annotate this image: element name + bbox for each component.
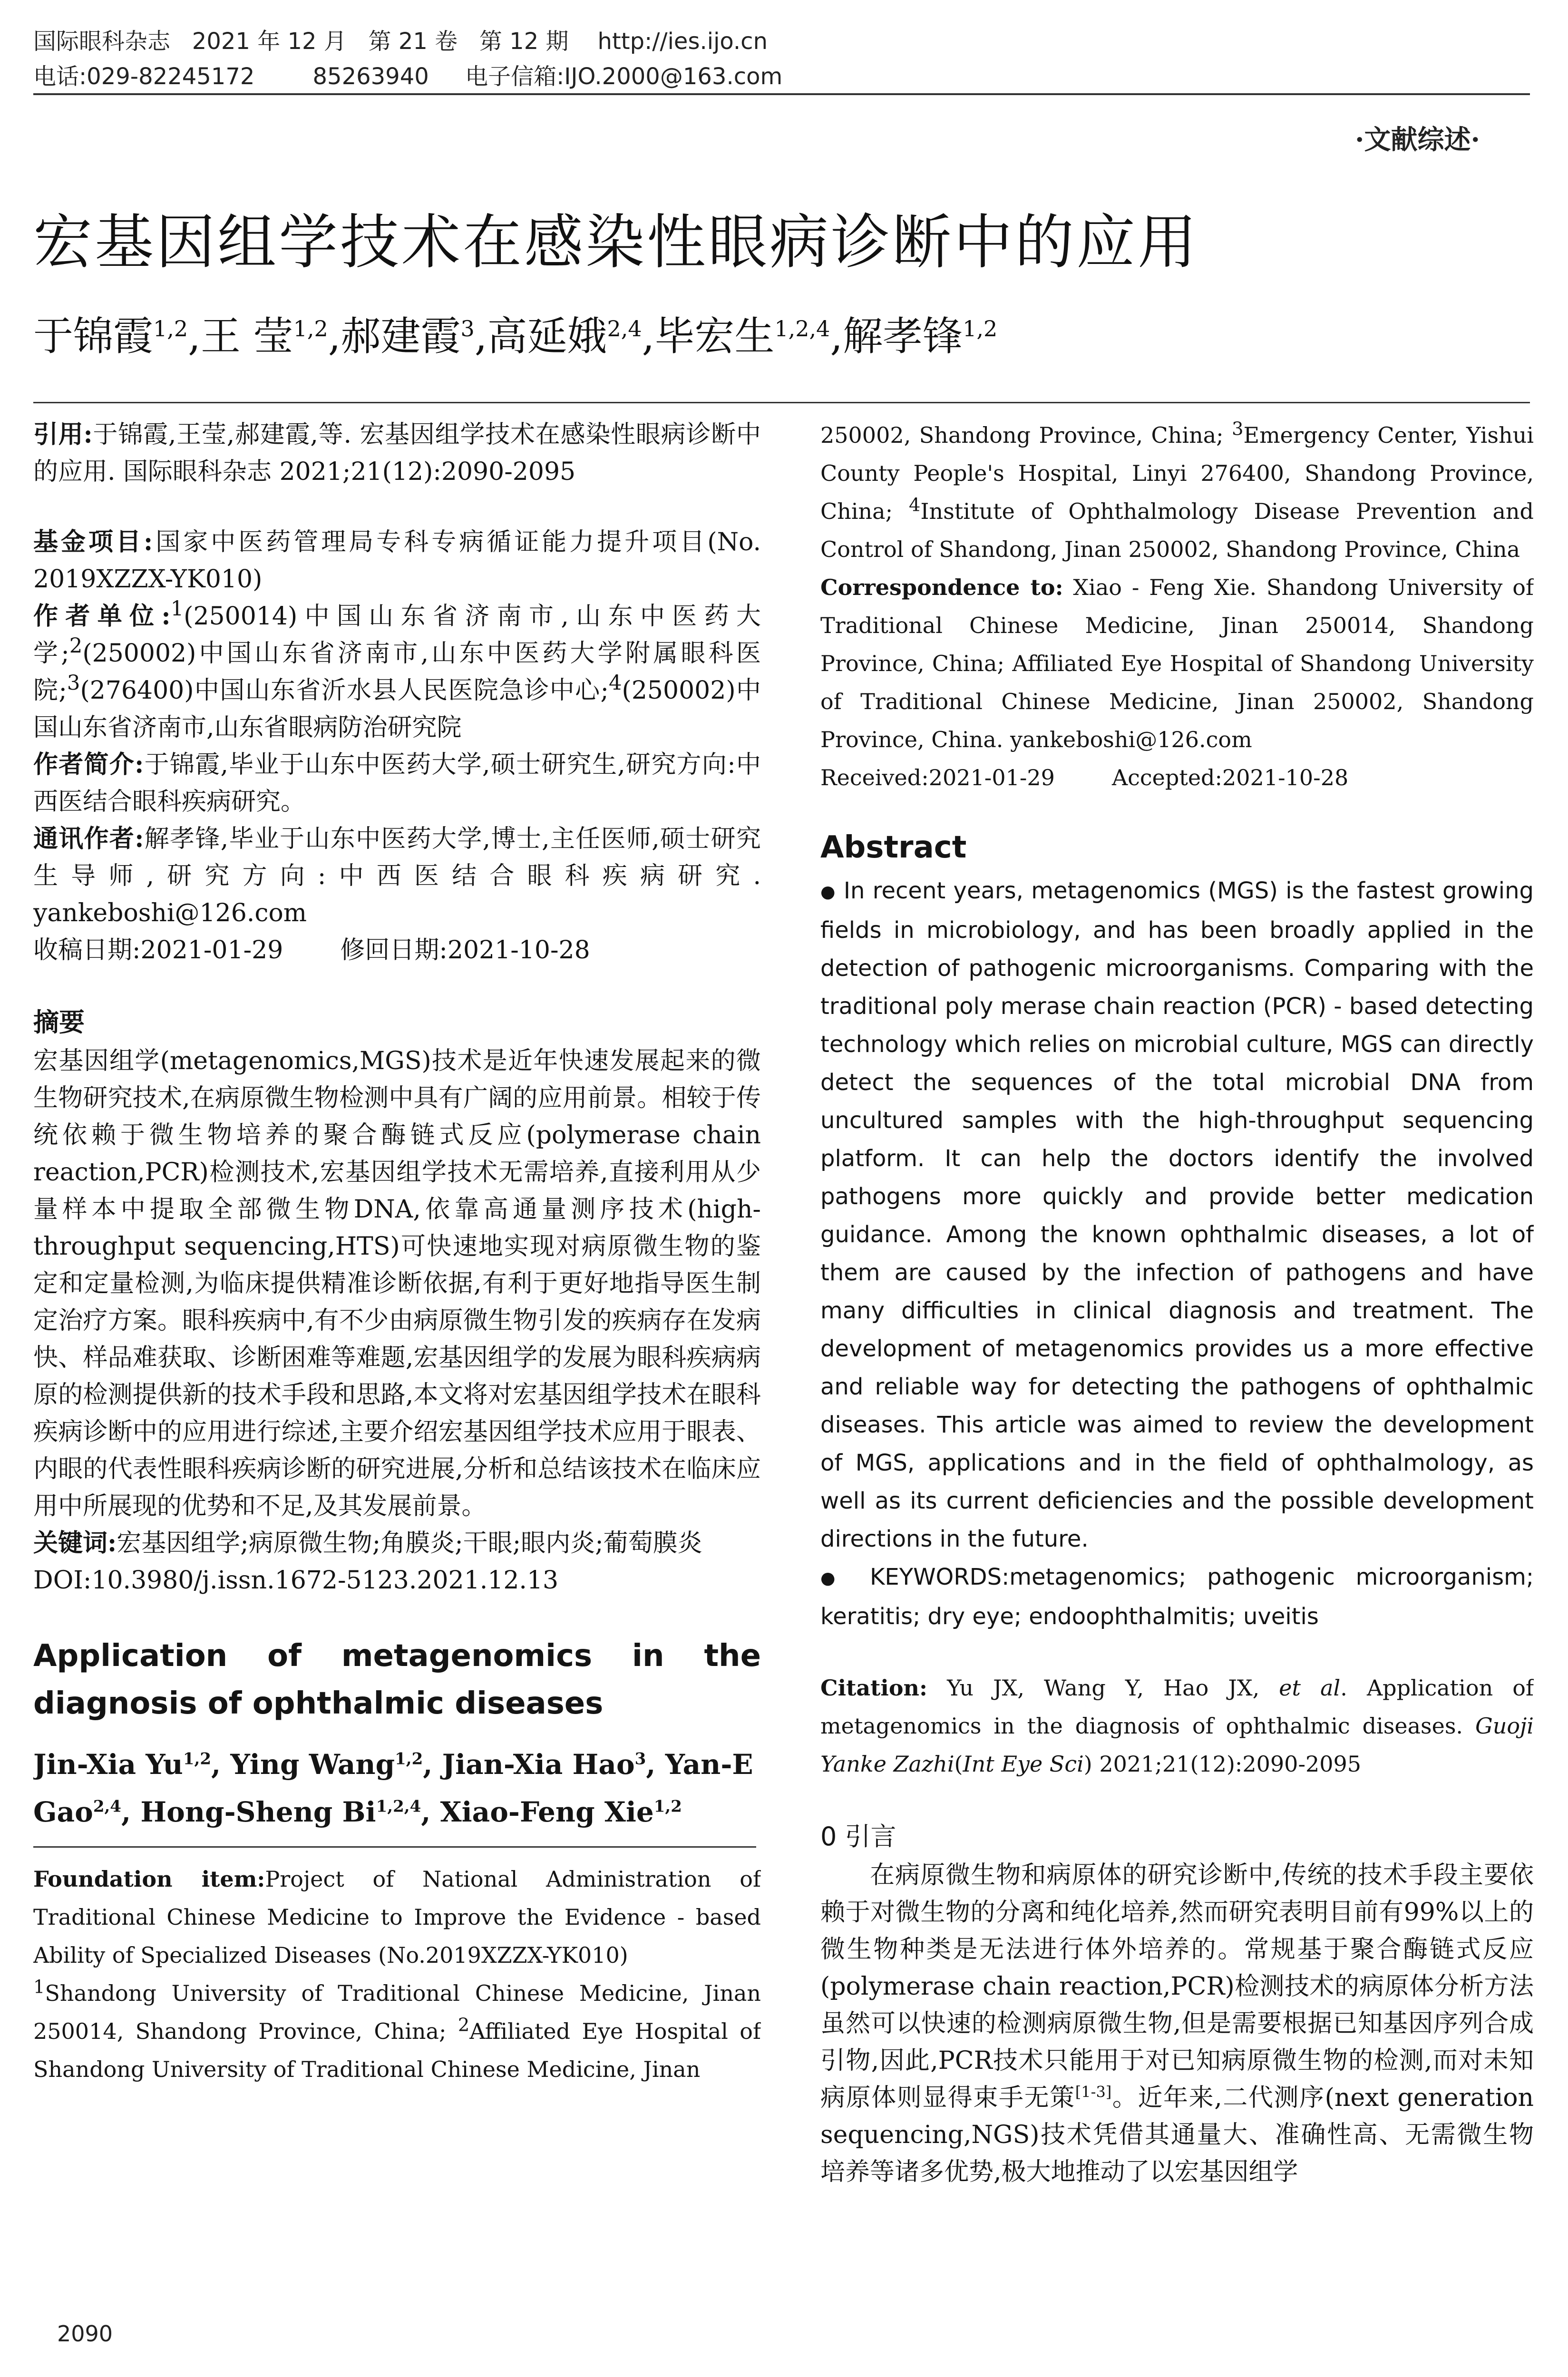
author-name: 王 莹 (200, 313, 293, 360)
affiliations-en: $^1$Shandong University of Traditional Chinese Medicine, Jinan 250014, Shandong Province, China; $^2$Affiliated Eye Hospital of Shandong University of Traditional Chinese Medicine, Jinan (33, 1976, 761, 2082)
dates-en: Received:2021-01-29 Accepted:2021-10-28 (820, 765, 1349, 790)
author-list: 于锦霞$^{1,2}$,王 莹$^{1,2}$,郝建霞$^3$,高延娥$^{2,4}$,毕宏生$^{1,2,4}$,解孝锋$^{1,2}$ (33, 313, 998, 360)
corresponding-author: 通讯作者:解孝锋,毕业于山东中医药大学,博士,主任医师,硕士研究生导师,研究方向:中西医结合眼科疾病研究. yankeboshi@126.com (33, 824, 761, 927)
abstract-zh-heading: 摘要 (33, 1007, 85, 1037)
affiliations-en-continued: 250002, Shandong Province, China; $^3$Emergency Center, Yishui County People's Hospital, Linyi 276400, Shandong Province, China; $^4$Institute of Ophthalmology Disease Prevention and Control of Shandong, Jinan 250002, Shandong Province, China (820, 418, 1534, 562)
foundation-item-en: Foundation item:Project of National Administration of Traditional Chinese Medicine to Improve the Evidence - based Ability of Specialized Diseases (No.2019XZZX-YK010) (33, 1866, 761, 1968)
abstract-zh: 宏基因组学(metagenomics,MGS)技术是近年快速发展起来的微生物研究技术,在病原微生物检测中具有广阔的应用前景。相较于传统依赖于微生物培养的聚合酶链式反应(polymerase chain reaction,PCR)检测技术,宏基因组学技术无需培养,直接利用从少量样本中提取全部微生物DNA,依靠高通量测序技术(high-throughput sequencing,HTS)可快速地实现对病原微生物的鉴定和定量检测,为临床提供精准诊断依据,有利于更好地指导医生制定治疗方案。眼科疾病中,有不少由病原微生物引发的疾病存在发病快、样品难获取、诊断困难等难题,宏基因组学的发展为眼科疾病病原的检测提供新的技术手段和思路,本文将对宏基因组学技术在眼科疾病诊断中的应用进行综述,主要介绍宏基因组学技术应用于眼表、内眼的代表性眼科疾病诊断的研究进展,分析和总结该技术在临床应用中所展现的优势和不足,及其发展前景。 (33, 1047, 761, 1520)
reference-citation: [1-3] (1075, 2083, 1112, 2101)
author-name: 高延娥 (487, 313, 607, 360)
author-affiliation: 1,2 (963, 316, 998, 341)
introduction-paragraph: 在病原微生物和病原体的研究诊断中,传统的技术手段主要依赖于对微生物的分离和纯化培养,然而研究表明目前有99%以上的微生物种类是无法进行体外培养的。常规基于聚合酶链式反应(polymerase chain reaction,PCR)检测技术的病原体分析方法虽然可以快速的检测病原微生物,但是需要根据已知基因序列合成引物,因此,PCR技术只能用于对已知病原微生物的检测,而对未知病原体则显得束手无策[1-3]。近年来,二代测序(next generation sequencing,NGS)技术凭借其通量大、准确性高、无需微生物培养等诸多优势,极大地推动了以宏基因组学 (820, 1861, 1534, 2186)
journal-header-line-2: 电话:029-82245172 85263940 电子信箱:IJO.2000@163.com (33, 63, 783, 90)
correspondence-en: Correspondence to: Xiao - Feng Xie. Shandong University of Traditional Chinese Medicine, Jinan 250014, Shandong Province, China; Affiliated Eye Hospital of Shandong University of Traditional Chinese Medicine, Jinan 250002, Shandong Province, China. yankeboshi@126.com (820, 575, 1534, 752)
english-title: Application of metagenomics in the diagnosis of ophthalmic diseases (33, 1638, 761, 1721)
header-divider (33, 93, 1530, 95)
page-number: 2090 (57, 2321, 113, 2347)
right-column (820, 416, 1534, 2309)
author-affiliation: 1,2 (153, 316, 188, 341)
abstract-en: ● In recent years, metagenomics (MGS) is the fastest growing fields in microbiology, and has been broadly applied in the detection of pathogenic microorganisms. Comparing with the traditional poly merase chain reaction (PCR) - based detecting technology which relies on microbial culture, MGS can directly detect the sequences of the total microbial DNA from uncultured samples with the high-throughput sequencing platform. It can help the doctors identify the involved pathogens more quickly and provide better medication guidance. Among the known ophthalmic diseases, a lot of them are caused by the infection of pathogens and have many difficulties in clinical diagnosis and treatment. The development of metagenomics provides us a more effective and reliable way for detecting the pathogens of ophthalmic diseases. This article was aimed to review the development of MGS, applications and in the field of ophthalmology, as well as its current deficiencies and the possible development directions in the future. (820, 877, 1534, 1552)
abstract-en-heading: Abstract (820, 830, 967, 865)
author-name: 郝建霞 (341, 313, 461, 360)
keywords-zh: 关键词:宏基因组学;病原微生物;角膜炎;干眼;眼内炎;葡萄膜炎 (33, 1529, 702, 1558)
left-column (33, 416, 761, 2309)
doi: DOI:10.3980/j.issn.1672-5123.2021.12.13 (33, 1566, 559, 1595)
title-divider (33, 402, 1530, 403)
author-bio: 作者简介:于锦霞,毕业于山东中医药大学,硕士研究生,研究方向:中西医结合眼科疾病研究。 (33, 750, 761, 816)
author-name: 于锦霞 (33, 313, 154, 360)
keywords-en: ● KEYWORDS:metagenomics; pathogenic microorganism; keratitis; dry eye; endoophthalmitis; uveitis (820, 1564, 1534, 1630)
author-affiliation: 1,2,4 (774, 316, 830, 341)
fund-item: 基金项目:国家中医药管理局专科专病循证能力提升项目(No. 2019XZZX-YK010) (33, 527, 761, 594)
article-title: 宏基因组学技术在感染性眼病诊断中的应用 (33, 208, 1199, 277)
citation-zh: 引用:于锦霞,王莹,郝建霞,等. 宏基因组学技术在感染性眼病诊断中的应用. 国际眼科杂志 2021;21(12):2090-2095 (33, 420, 761, 486)
author-affiliation: 3 (460, 316, 475, 341)
section-tag: ·文献综述· (1355, 124, 1480, 156)
author-affiliation: 1,2 (293, 316, 328, 341)
author-units: 作者单位:$^1$(250014)中国山东省济南市,山东中医药大学;$^2$(250002)中国山东省济南市,山东中医药大学附属眼科医院;$^3$(276400)中国山东省沂水县人民医院急诊中心;$^4$(250002)中国山东省济南市,山东省眼病防治研究院 (33, 597, 761, 742)
english-author-divider (33, 1846, 756, 1848)
journal-header-line-1: 国际眼科杂志 2021 年 12 月 第 21 卷 第 12 期 http://ies.ijo.cn (33, 28, 768, 55)
author-name: 解孝锋 (843, 313, 963, 360)
dates-zh: 收稿日期:2021-01-29 修回日期:2021-10-28 (33, 936, 590, 964)
author-name: 毕宏生 (654, 313, 775, 360)
citation-en: Citation: Yu JX, Wang Y, Hao JX, et al. Application of metagenomics in the diagnosis of ophthalmic diseases. Guoji Yanke Zazhi(Int Eye Sci) 2021;21(12):2090-2095 (820, 1675, 1534, 1777)
introduction-heading: 0 引言 (820, 1822, 896, 1851)
author-affiliation: 2,4 (607, 316, 642, 341)
english-author-list: Jin-Xia Yu$^{1,2}$, Ying Wang$^{1,2}$, Jian-Xia Hao$^3$, Yan-E Gao$^{2,4}$, Hong-Sheng Bi$^{1,2,4}$, Xiao-Feng Xie$^{1,2}$ (33, 1748, 753, 1828)
